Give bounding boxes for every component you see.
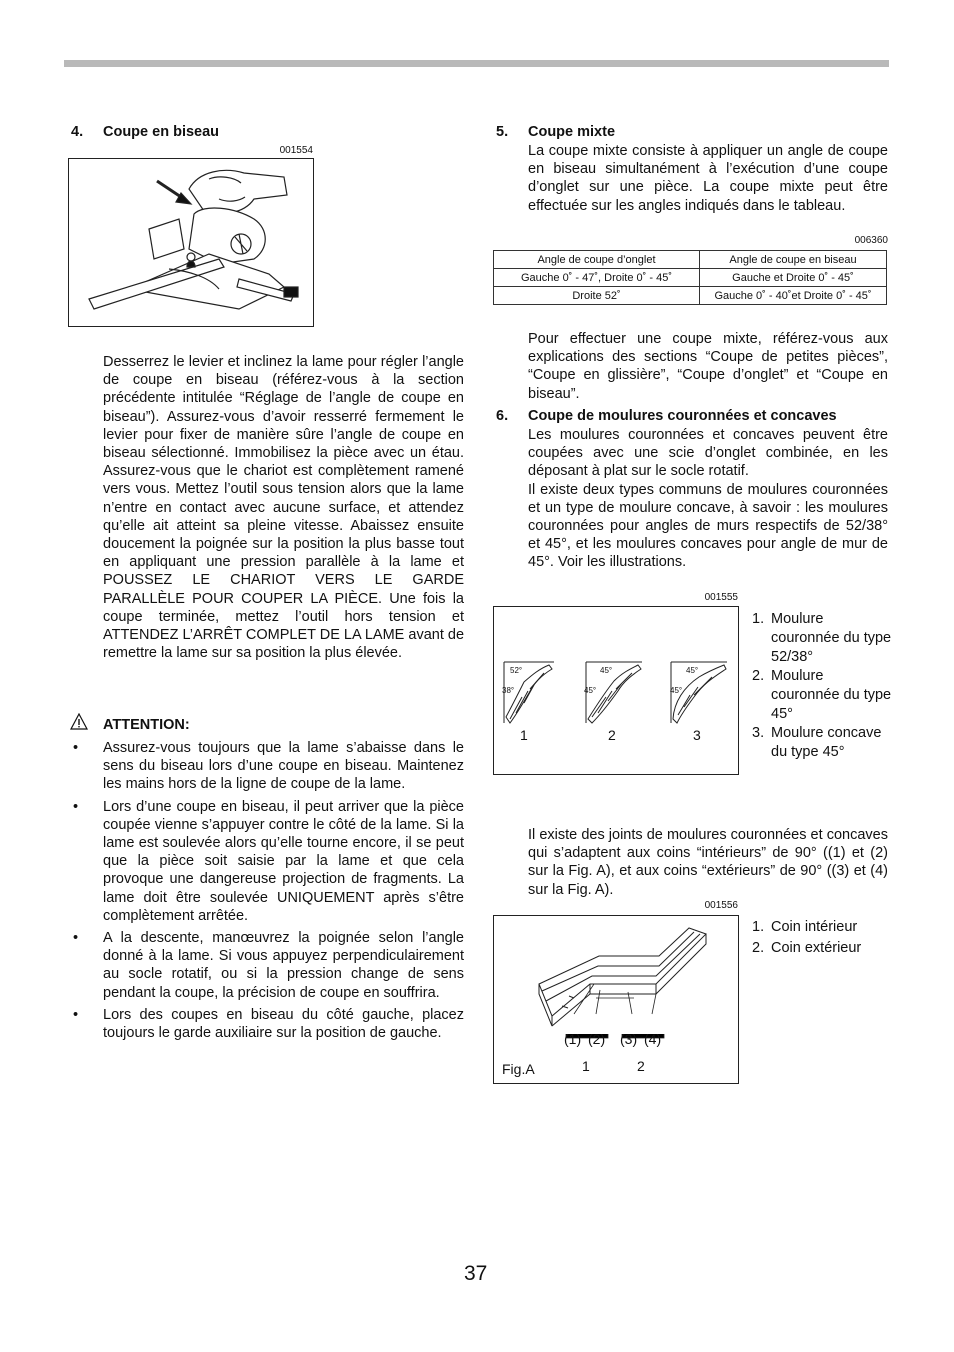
angle-label: 45° [670,686,683,695]
bevel-cut-illustration [68,158,314,327]
molding-legend [752,610,892,762]
attention-item: • Assurez-vous toujours que la lame s’abaisse dans le sens du biseau lors d’une coupe en biseau. Maintenez les mains hors de la ligne de coupe de la lame. [103,739,464,794]
legend-text: Moulure couronnée du type 45° [771,668,892,722]
section-title: Coupe en biseau [103,124,220,140]
page-number: 37 [464,1262,488,1285]
legend-number: 2. [752,940,765,956]
part-label: (3) [620,1031,638,1047]
molding-types: Il existe deux types communs de moulures couronnées et un type de moulure concave, à savoir : les moulures couronnées pour angles de murs respectifs de 52/38° et 45°, et les moulures concaves pour angle de mur de 45°. Voir les illustrations. [528,481,888,571]
legend-text: Moulure couronnée du type 52/38° [771,611,892,665]
profile-number: 3 [693,727,701,743]
compound-angle-table [493,250,887,305]
molding-types-illustration [493,606,739,775]
section-number: 6. [496,408,509,424]
table-header: Angle de coupe en biseau [700,251,887,269]
attention-label: ATTENTION: [103,717,190,733]
section-title: Coupe mixte [528,124,616,140]
part-label: (1) [564,1031,582,1047]
figure-code: 001556 [704,900,738,911]
corner-legend [752,918,892,958]
table-cell: Droite 52˚ [494,287,700,305]
molding-profiles-drawing [494,607,738,774]
angle-label: 38° [502,686,515,695]
section-number: 5. [496,124,509,140]
legend-number: 3. [752,725,765,741]
angle-label: 52° [510,666,523,675]
part-label: (4) [644,1031,662,1047]
table-cell: Gauche et Droite 0˚ - 45˚ [700,269,887,287]
corner-molding-drawing [494,916,738,1083]
molding-joints-text: Il existe des joints de moulures couronnées et concaves qui s’adaptent aux coins “intérieurs” de 90° ((1) et (2) sur la Fig. A), et aux coins “extérieurs” de 90° ((3) et (4) sur la Fig. A). [528,827,888,898]
group-label: 2 [637,1058,645,1074]
angle-label: 45° [600,666,613,675]
table-cell: Gauche 0˚ - 47˚, Droite 0˚ - 45˚ [494,269,700,287]
table-header: Angle de coupe d’onglet [494,251,700,269]
section-number: 4. [71,124,84,140]
part-label: (2) [588,1031,606,1047]
bevel-cut-instructions: Desserrez le levier et inclinez la lame pour régler l’angle de coupe en biseau (référez-vous à la section précédente intitulée “Réglage de l’angle de coupe en biseau”). Assurez-vous d’avoir resserré fermement le levier pour fixer de manière sûre l’angle de coupe en biseau sélectionné. Immobilisez la pièce avec un étau. Assurez-vous que le chariot est complètement ramené vers vous. Mettez l’outil sous tension alors que la lame n’entre en contact avec aucune surface, et attendez qu’elle ait atteint sa pleine vitesse. Abaissez ensuite doucement la poignée sur la position la plus basse tout en appliquant une pression parallèle à la lame et POUSSEZ LE CHARIOT VERS LE GARDE PARALLÈLE POUR COUPER LA PIÈCE. Une fois la coupe terminée, mettez l’outil hors tension et ATTENDEZ L’ARRÊT COMPLET DE LA LAME avant de remettre la lame sur sa position la plus élevée. [103,354,465,662]
attention-item: • A la descente, manœuvrez la poignée selon l’angle donné à la lame. Si vous appuyez perpendiculairement au socle rotatif, ou si la pression change de sens pendant la coupe, la précision de coupe en souffrira. [103,929,464,1002]
figure-code: 001555 [704,592,738,603]
corner-joints-illustration [493,915,739,1084]
section-title: Coupe de moulures couronnées et concaves [528,408,837,424]
angle-label: 45° [686,666,699,675]
profile-number: 2 [608,727,616,743]
table-cell: Gauche 0˚ - 40˚et Droite 0˚ - 45˚ [700,287,887,305]
legend-number: 2. [752,668,765,684]
molding-intro: Les moulures couronnées et concaves peuvent être coupées avec une scie d’onglet combinée, en les déposant à plat sur le socle rotatif. [528,427,888,480]
header-rule [64,60,889,67]
angle-label: 45° [584,686,597,695]
legend-number: 1. [752,611,765,627]
legend-text: Coin intérieur [771,919,858,935]
attention-item: • Lors d’une coupe en biseau, il peut arriver que la pièce coupée vienne s’appuyer contre le côté de la lame. Si la lame est soulevée alors qu’elle tourne encore, il se peut que la pièce soit saisie par la lame et que cela provoque une dangereuse projection de fragments. La lame doit être soulevée UNIQUEMENT après s’être complètement arrêtée. [103,798,464,925]
legend-text: Coin extérieur [771,940,862,956]
miter-saw-drawing [69,159,313,326]
legend-text: Moulure concave du type 45° [771,725,882,760]
table-code: 006360 [854,235,888,246]
group-label: 1 [582,1058,590,1074]
legend-number: 1. [752,919,765,935]
warning-icon [70,713,88,731]
attention-item: • Lors des coupes en biseau du côté gauche, placez toujours le garde auxiliaire sur la position de gauche. [103,1006,464,1042]
profile-number: 1 [520,727,528,743]
compound-cut-reference: Pour effectuer une coupe mixte, référez-vous aux explications des sections “Coupe de petites pièces”, “Coupe en glissière”, “Coupe d’onglet” et “Coupe en biseau”. [528,331,888,402]
figure-caption: Fig.A [502,1061,535,1077]
compound-cut-intro: La coupe mixte consiste à appliquer un angle de coupe en biseau simultanément à l’exécution d’une coupe d’onglet sur une pièce. La coupe mixte peut être effectuée sur les angles indiqués dans le tableau. [528,143,888,214]
figure-code: 001554 [279,145,313,156]
